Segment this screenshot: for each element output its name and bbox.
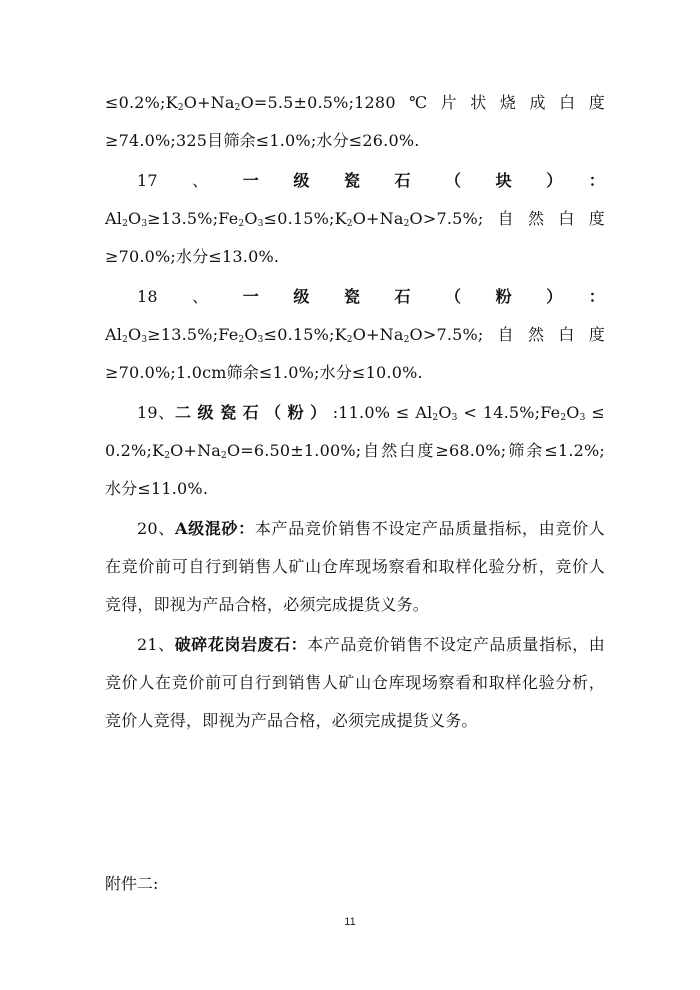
paragraph-19	[105, 394, 605, 508]
subscript: 2	[346, 219, 353, 229]
text-run: O+Na	[183, 93, 235, 112]
text-run: ≤0.15%;K	[263, 325, 347, 344]
text-run: O+Na	[170, 441, 222, 460]
subscript: 2	[164, 451, 171, 461]
text-run: O	[128, 325, 142, 344]
subscript: 2	[122, 335, 129, 345]
subscript: 2	[221, 451, 227, 461]
subscript: 3	[579, 413, 586, 423]
text-run: O+Na	[352, 325, 404, 344]
subscript: 2	[177, 103, 184, 113]
text-run: Al	[105, 325, 123, 344]
subscript: 2	[403, 219, 410, 229]
subscript: 3	[451, 413, 458, 423]
subscript: 3	[141, 335, 148, 345]
item-title: 一级瓷石（粉）：	[242, 287, 605, 306]
text-run: O>7.5%;自然白度≥70.0%;水分≤13.0%.	[105, 209, 605, 266]
appendix-label: 附件二:	[105, 874, 159, 893]
item-title: 破碎花岗岩废石：	[174, 635, 308, 654]
subscript: 2	[560, 413, 567, 423]
subscript: 2	[122, 219, 129, 229]
item-title: 一级瓷石（块）：	[242, 171, 605, 190]
text-run: O	[566, 403, 580, 422]
text-run: O	[244, 209, 258, 228]
text-run: O>7.5%;自然白度≥70.0%;1.0cm筛余≤1.0%;水分≤10.0%.	[105, 325, 605, 382]
item-title: 二级瓷石（粉）	[175, 403, 333, 422]
subscript: 3	[257, 219, 264, 229]
paragraph-20	[105, 510, 605, 624]
paragraph-17	[105, 162, 605, 276]
item-title: A级混砂：	[174, 519, 255, 538]
text-run: ≤0.15%;K	[263, 209, 347, 228]
document-body	[105, 84, 605, 740]
item-body: 本产品竞价销售不设定产品质量指标，由竞价人在竞价前可自行到销售人矿山仓库现场察看和取样化验分析，竞价人竞得，即视为产品合格，必须完成提货义务。	[105, 519, 605, 614]
text-run: ≤ 0.2%;K	[105, 403, 605, 460]
item-number: 21、	[137, 635, 175, 654]
text-run: :11.0% ≤ Al	[332, 403, 433, 422]
item-body: 本产品竞价销售不设定产品质量指标，由竞价人在竞价前可自行到销售人矿山仓库现场察看和取样化验分析，竞价人竞得，即视为产品合格，必须完成提货义务。	[105, 635, 605, 730]
paragraph-21	[105, 626, 605, 740]
paragraph-16-continued	[105, 84, 605, 160]
text-run: O	[128, 209, 142, 228]
text-run: ≥13.5%;Fe	[147, 209, 239, 228]
subscript: 3	[141, 219, 148, 229]
subscript: 2	[238, 219, 245, 229]
paragraph-18	[105, 278, 605, 392]
text-run: O=6.50±1.00%;自然白度≥68.0%;筛余≤1.2%;水分≤11.0%.	[105, 441, 605, 498]
text-run: Al	[105, 209, 123, 228]
text-run: O+Na	[352, 209, 404, 228]
subscript: 2	[234, 103, 241, 113]
subscript: 2	[346, 335, 353, 345]
subscript: 2	[238, 335, 245, 345]
text-run: < 14.5%;Fe	[457, 403, 561, 422]
page-number: 11	[344, 916, 356, 928]
item-number: 19、	[137, 403, 176, 422]
subscript: 3	[257, 335, 264, 345]
item-number: 17、	[137, 171, 243, 190]
subscript: 2	[403, 335, 410, 345]
text-run: O	[244, 325, 258, 344]
text-run: O	[438, 403, 452, 422]
item-number: 20、	[137, 519, 175, 538]
text-run: ≥13.5%;Fe	[147, 325, 239, 344]
item-number: 18、	[137, 287, 243, 306]
subscript: 2	[432, 413, 439, 423]
text-run: ≤0.2%;K	[105, 93, 178, 112]
text-run: O=5.5±0.5%;1280℃片状烧成白度≥74.0%;325目筛余≤1.0%;水分≤26.0%.	[105, 93, 605, 150]
